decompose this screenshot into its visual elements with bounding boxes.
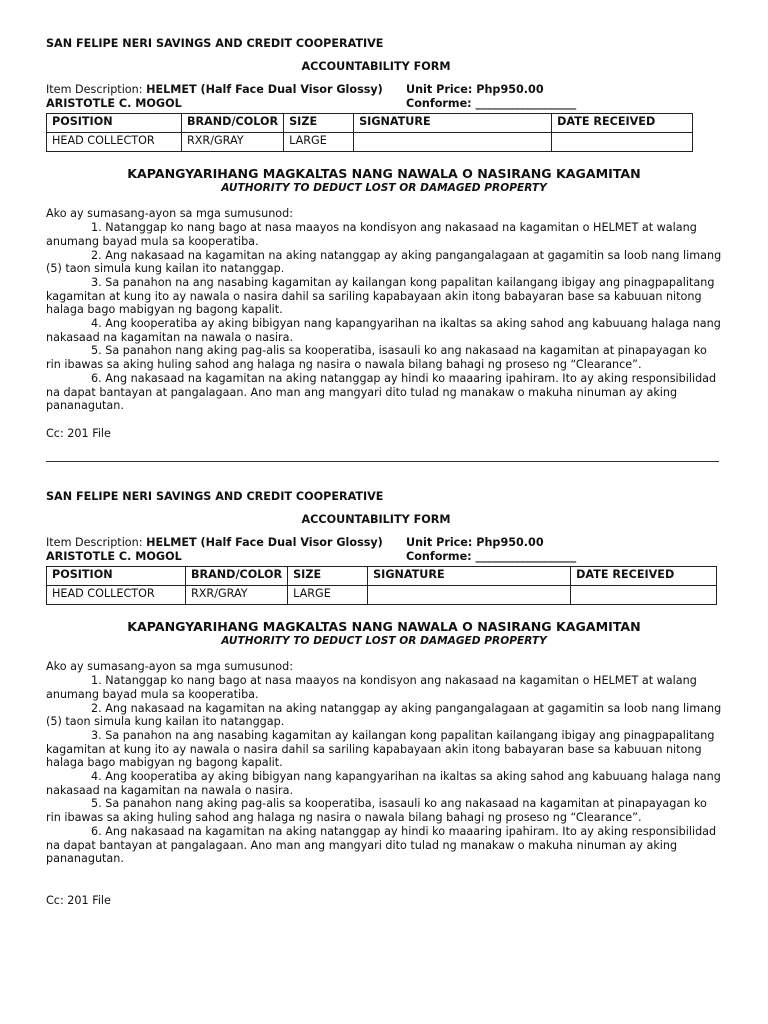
authority-title: KAPANGYARIHANG MAGKALTAS NANG NAWALA O NASIRANG KAGAMITAN [127, 619, 641, 635]
table-cell: LARGE [288, 586, 368, 605]
table-header-cell: POSITION [47, 567, 186, 586]
item-info [46, 536, 722, 563]
authority-heading [46, 167, 722, 196]
table-header-cell: DATE RECEIVED [552, 114, 693, 133]
table-cell: HEAD COLLECTOR [47, 586, 186, 605]
table-cell: HEAD COLLECTOR [47, 133, 182, 152]
table-header-cell: SIGNATURE [368, 567, 571, 586]
signature-cell [354, 133, 552, 152]
table-header-cell: BRAND/COLOR [186, 567, 288, 586]
agreement-clause: 3. Sa panahon na ang nasabing kagamitan ay kailangan kong papalitan kailangang ibigay ang pinagpapalitang kagamitan at kung ito ay nawala o nasira dahil sa sariling kapabayaan akin itong babayaran base sa kabuuan nitong halaga bago mabigyan ng bagong kapalit. [46, 275, 715, 317]
authority-subtitle: AUTHORITY TO DEDUCT LOST OR DAMAGED PROPERTY [221, 635, 547, 648]
agreement-clause: 5. Sa panahon nang aking pag-alis sa kooperatiba, isasauli ko ang nakasaad na kagamitan at pinapayagan ko rin ibawas sa aking huling sahod ang halaga ng nasira o nawala bilang bahagi ng proseso ng “Clearance”. [46, 797, 707, 825]
unit-price: Unit Price: Php950.00 [406, 536, 544, 549]
agreement-clause: 5. Sa panahon nang aking pag-alis sa kooperatiba, isasauli ko ang nakasaad na kagamitan at pinapayagan ko rin ibawas sa aking huling sahod ang halaga ng nasira o nawala bilang bahagi ng proseso ng “Clearance”. [46, 344, 707, 372]
table-header-row [47, 567, 717, 586]
unit-price: Unit Price: Php950.00 [406, 83, 544, 96]
cooperative-name: SAN FELIPE NERI SAVINGS AND CREDIT COOPERATIVE [46, 37, 384, 50]
form-title: ACCOUNTABILITY FORM [301, 60, 451, 73]
conforme-line: Conforme: __________________ [406, 549, 577, 563]
agreement-clause: 4. Ang kooperatiba ay aking bibigyan nang kapangyarihan na ikaltas sa aking sahod ang kabuuang halaga nang nakasaad na kagamitan na nawala o nasira. [46, 317, 721, 344]
item-info [46, 83, 722, 110]
conforme-line: Conforme: __________________ [406, 96, 577, 110]
table-header-cell: BRAND/COLOR [182, 114, 284, 133]
table-header-cell: POSITION [47, 114, 182, 133]
table-header-cell: SIZE [284, 114, 354, 133]
agreement-clause: 4. Ang kooperatiba ay aking bibigyan nang kapangyarihan na ikaltas sa aking sahod ang kabuuang halaga nang nakasaad na kagamitan na nawala o nasira. [46, 770, 721, 797]
agreement-intro: Ako ay sumasang-ayon sa mga sumusunod: [46, 660, 294, 674]
agreement-clause: 1. Natanggap ko nang bago at nasa maayos na kondisyon ang nakasaad na kagamitan o HELMET at walang anumang bayad mula sa kooperatiba. [46, 674, 697, 701]
agreement-clause: 1. Natanggap ko nang bago at nasa maayos na kondisyon ang nakasaad na kagamitan o HELMET at walang anumang bayad mula sa kooperatiba. [46, 221, 697, 248]
signature-cell [368, 586, 571, 605]
agreement-body [46, 207, 724, 413]
employee-name: ARISTOTLE C. MOGOL [46, 96, 182, 110]
table-cell: LARGE [284, 133, 354, 152]
accountability-form-2 [46, 490, 722, 908]
cooperative-name: SAN FELIPE NERI SAVINGS AND CREDIT COOPERATIVE [46, 490, 384, 503]
agreement-clause: 6. Ang nakasaad na kagamitan na aking natanggap ay hindi ko maaaring ipahiram. Ito ay aking responsibilidad na dapat bantayan at pangalagaan. Ano man ang mangyari dito tulad ng manakaw o makuha ninuman ay aking pananagutan. [46, 824, 717, 866]
date-received-cell [571, 586, 717, 605]
authority-subtitle: AUTHORITY TO DEDUCT LOST OR DAMAGED PROPERTY [221, 182, 547, 195]
cc-line: Cc: 201 File [46, 426, 111, 440]
agreement-clause: 6. Ang nakasaad na kagamitan na aking natanggap ay hindi ko maaaring ipahiram. Ito ay aking responsibilidad na dapat bantayan at pangalagaan. Ano man ang mangyari dito tulad ng manakaw o makuha ninuman ay aking pananagutan. [46, 371, 717, 413]
item-description-value: HELMET (Half Face Dual Visor Glossy) [146, 83, 383, 96]
employee-name: ARISTOTLE C. MOGOL [46, 549, 182, 563]
agreement-clause: 2. Ang nakasaad na kagamitan na aking natanggap ay aking pangangalagaan at gagamitin sa loob nang limang (5) taon simula kung kailan ito natanggap. [46, 701, 722, 729]
table-header-cell: SIGNATURE [354, 114, 552, 133]
agreement-intro: Ako ay sumasang-ayon sa mga sumusunod: [46, 207, 294, 221]
accountability-table [46, 113, 693, 152]
table-header-cell: DATE RECEIVED [571, 567, 717, 586]
accountability-table [46, 566, 717, 605]
table-row [47, 586, 717, 605]
authority-title: KAPANGYARIHANG MAGKALTAS NANG NAWALA O NASIRANG KAGAMITAN [127, 166, 641, 182]
table-header-row [47, 114, 693, 133]
table-row [47, 133, 693, 152]
cc-line: Cc: 201 File [46, 893, 111, 907]
form-title: ACCOUNTABILITY FORM [301, 513, 451, 526]
table-cell: RXR/GRAY [182, 133, 284, 152]
cut-divider [46, 461, 719, 462]
item-description-label: Item Description: [46, 536, 147, 549]
authority-heading [46, 620, 722, 649]
accountability-form-1 [46, 37, 722, 441]
agreement-clause: 2. Ang nakasaad na kagamitan na aking natanggap ay aking pangangalagaan at gagamitin sa loob nang limang (5) taon simula kung kailan ito natanggap. [46, 248, 722, 276]
agreement-body [46, 660, 724, 866]
table-cell: RXR/GRAY [186, 586, 288, 605]
table-header-cell: SIZE [288, 567, 368, 586]
agreement-clause: 3. Sa panahon na ang nasabing kagamitan ay kailangan kong papalitan kailangang ibigay ang pinagpapalitang kagamitan at kung ito ay nawala o nasira dahil sa sariling kapabayaan akin itong babayaran base sa kabuuan nitong halaga bago mabigyan ng bagong kapalit. [46, 728, 715, 770]
date-received-cell [552, 133, 693, 152]
item-description-value: HELMET (Half Face Dual Visor Glossy) [146, 536, 383, 549]
item-description-label: Item Description: [46, 83, 147, 96]
